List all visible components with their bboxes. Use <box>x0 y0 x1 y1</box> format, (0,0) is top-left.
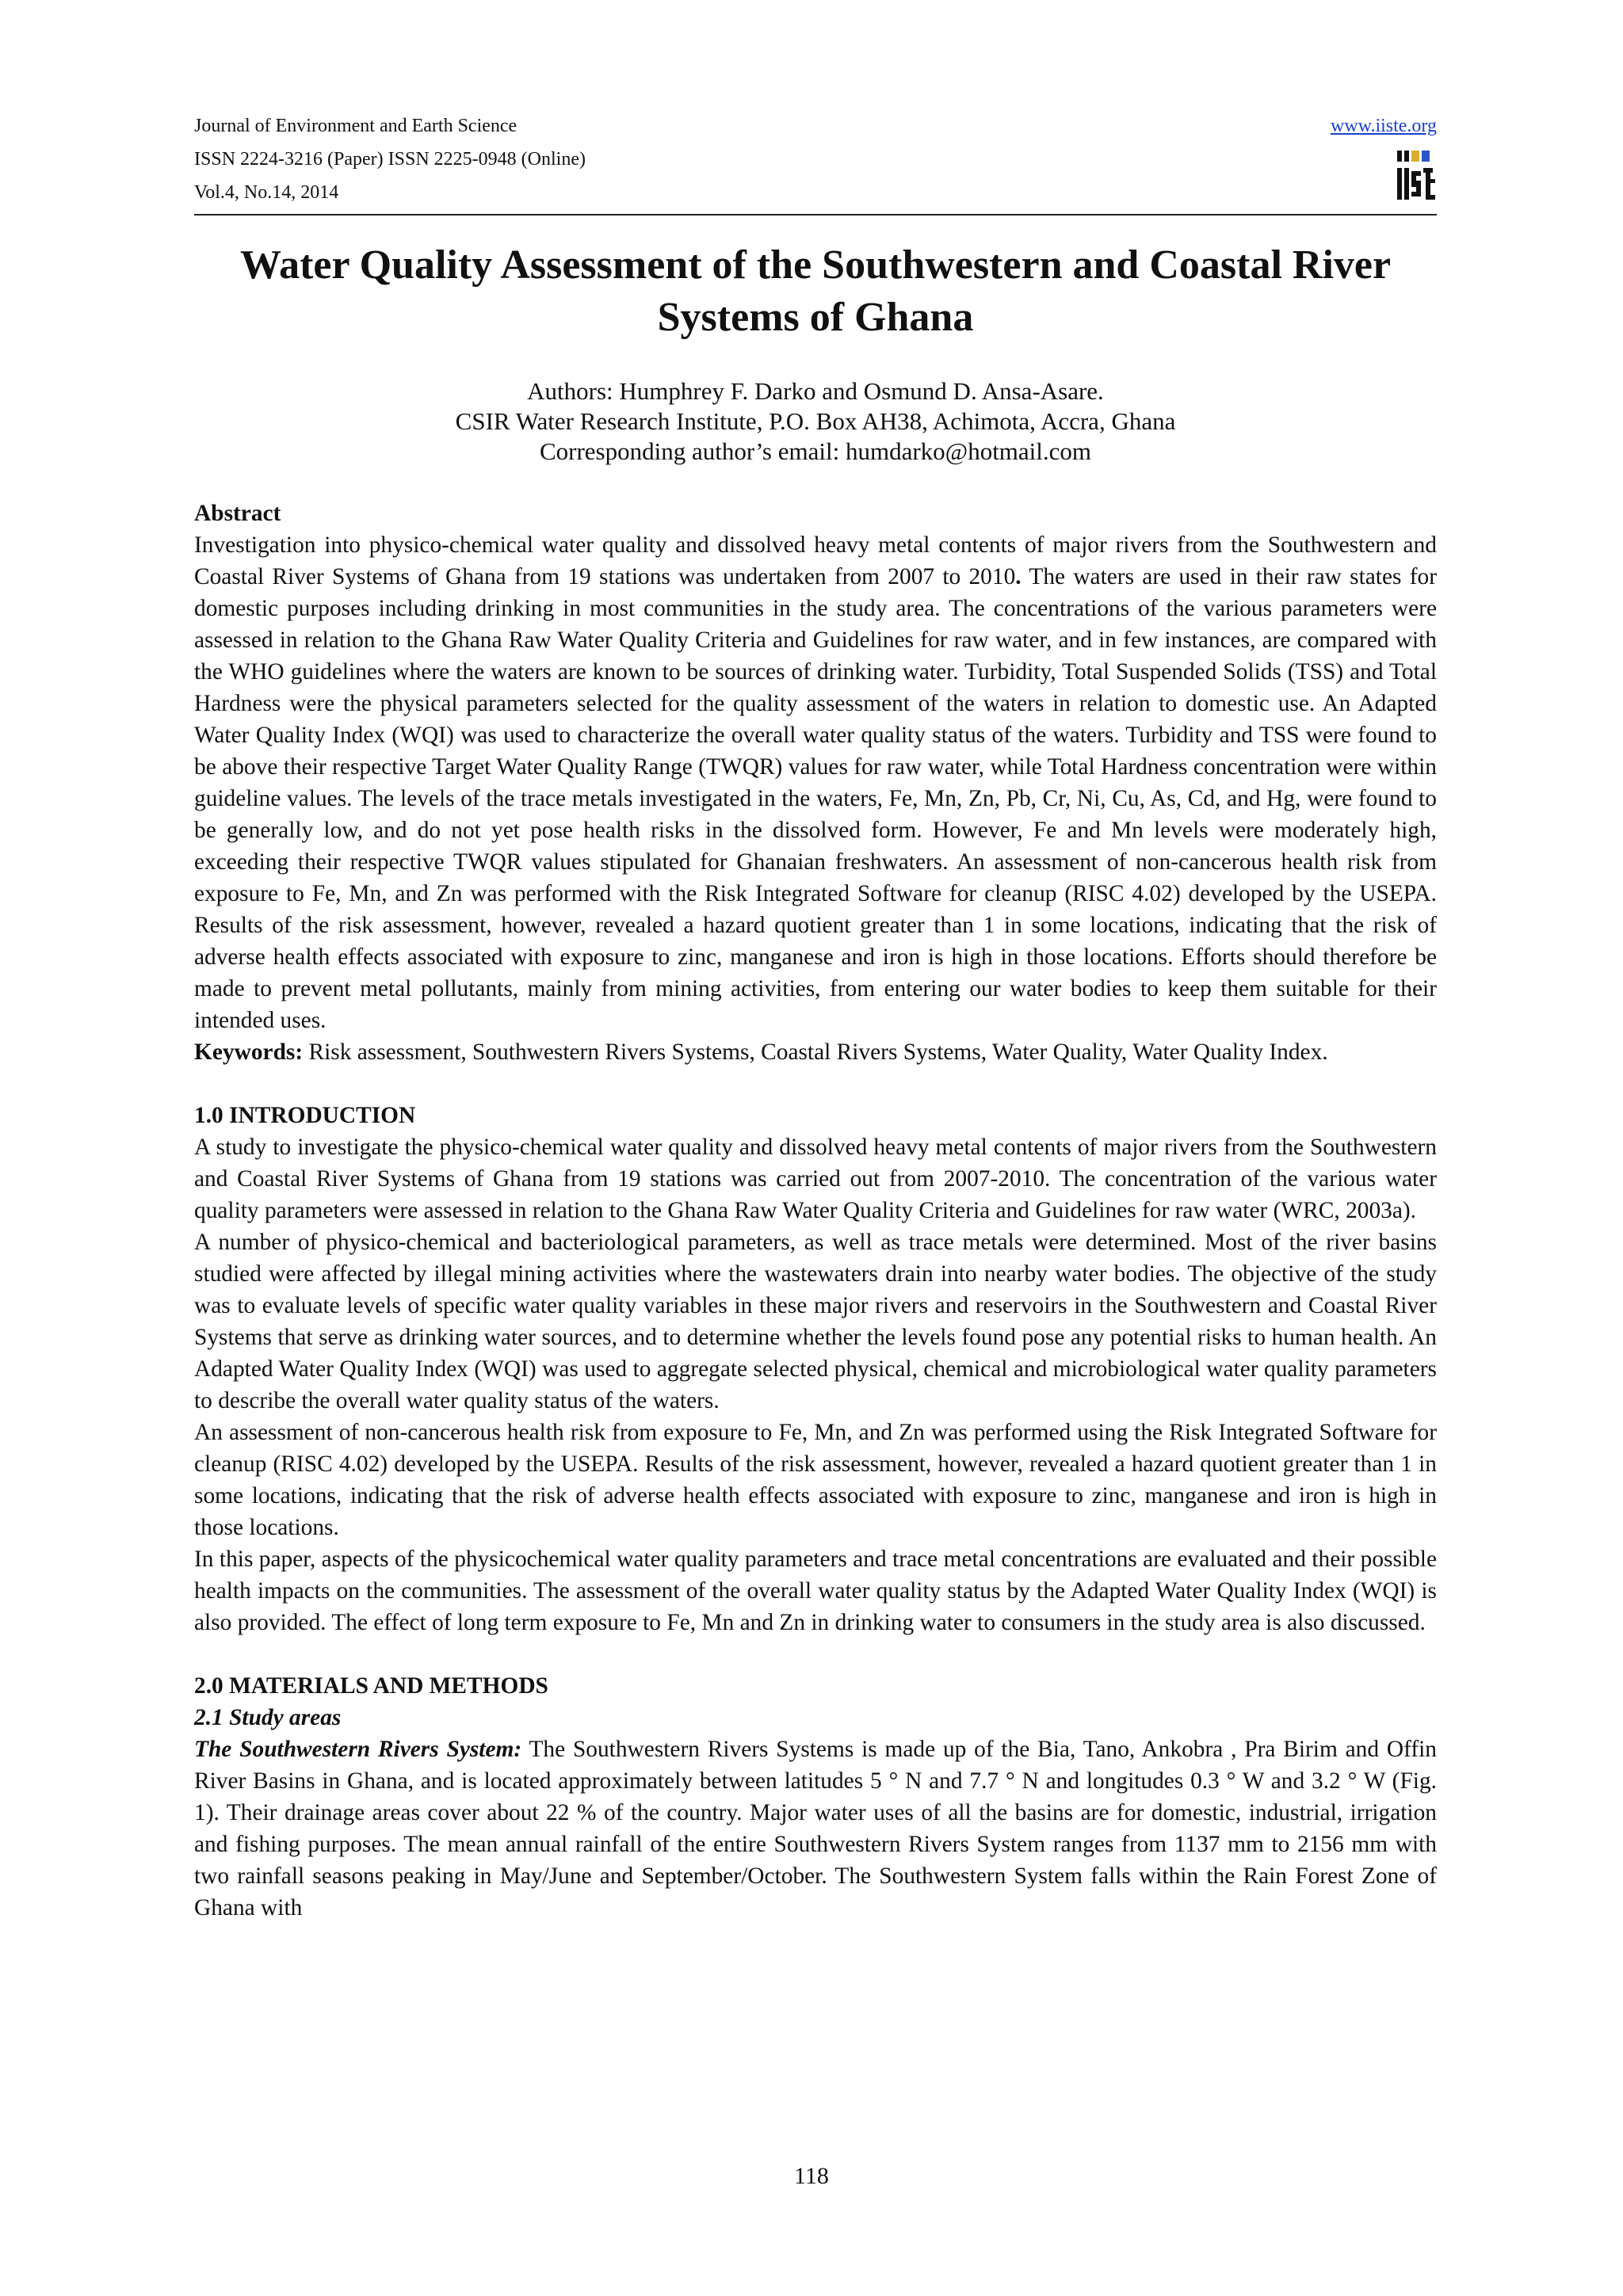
journal-issn: ISSN 2224-3216 (Paper) ISSN 2225-0948 (Online) <box>194 149 586 170</box>
abstract-bold-period: . <box>1015 564 1022 589</box>
introduction-paragraph-2: A number of physico-chemical and bacteriological parameters, as well as trace metals were determined. Most of the river basins studied were affected by illegal mining activities where the wastewaters drain into nearby water bodies. The objective of the study was to evaluate levels of specific water quality variables in these major rivers and reservoirs in the Southwestern and Coastal River Systems that serve as drinking water sources, and to determine whether the levels found pose any potential risks to human health. An Adapted Water Quality Index (WQI) was used to aggregate selected physical, chemical and microbiological water quality parameters to describe the overall water quality status of the waters. <box>194 1230 1437 1413</box>
abstract-heading: Abstract <box>194 501 281 526</box>
journal-info <box>194 109 586 209</box>
section-gap <box>194 1638 1437 1670</box>
introduction-heading: 1.0 INTRODUCTION <box>194 1103 416 1128</box>
author-names: Authors: Humphrey F. Darko and Osmund D. Ansa-Asare. <box>527 377 1104 405</box>
paper-body <box>194 498 1437 1924</box>
keywords-label: Keywords: <box>194 1039 304 1065</box>
journal-header <box>194 109 1437 211</box>
title-line-1: Water Quality Assessment of the Southwestern and Coastal River <box>239 242 1392 288</box>
website-link[interactable]: www.iiste.org <box>1331 116 1437 136</box>
study-areas-subheading: 2.1 Study areas <box>194 1705 342 1730</box>
methods-text: The Southwestern Rivers Systems is made up of the Bia, Tano, Ankobra , Pra Birim and Offin River Basins in Ghana, and is located approximately between latitudes 5 ° N and 7.7 ° N and longitudes 0.3 ° W and 3.2 ° W (Fig. 1). Their drainage areas cover about 22 % of the country. Major water uses of all the basins are for domestic, industrial, irrigation and fishing purposes. The mean annual rainfall of the entire Southwestern Rivers System ranges from 1137 mm to 2156 mm with two rainfall seasons peaking in May/June and September/October. The Southwestern System falls within the Rain Forest Zone of Ghana with <box>194 1737 1437 1920</box>
methods-heading: 2.0 MATERIALS AND METHODS <box>194 1673 548 1699</box>
abstract-text <box>194 529 1437 1036</box>
title-line-2: Systems of Ghana <box>657 295 974 340</box>
journal-name: Journal of Environment and Earth Science <box>194 116 517 136</box>
southwestern-lead: The Southwestern Rivers System: <box>194 1737 522 1762</box>
journal-volume: Vol.4, No.14, 2014 <box>194 182 339 203</box>
page-number: 118 <box>794 2163 829 2189</box>
introduction-paragraph-4: In this paper, aspects of the physicochemical water quality parameters and trace metal concentrations are evaluated and their possible health impacts on the communities. The assessment of the overall water quality status by the Adapted Water Quality Index (WQI) is also provided. The effect of long term exposure to Fe, Mn and Zn in drinking water to consumers in the study area is also discussed. <box>194 1547 1437 1635</box>
author-affiliation: CSIR Water Research Institute, P.O. Box AH38, Achimota, Accra, Ghana <box>455 407 1176 435</box>
author-email: Corresponding author’s email: humdarko@hotmail.com <box>539 437 1092 465</box>
methods-paragraph-1 <box>194 1733 1437 1924</box>
keywords-text: Risk assessment, Southwestern Rivers Systems, Coastal Rivers Systems, Water Quality, Water Quality Index. <box>303 1039 1328 1065</box>
keywords <box>194 1036 1437 1068</box>
iiste-logo-icon <box>1392 147 1437 204</box>
section-gap <box>194 1068 1437 1100</box>
paper-title <box>194 239 1437 344</box>
abstract-text-part-1: Investigation into physico-chemical water quality and dissolved heavy metal contents of major rivers from the Southwestern and Coastal River Systems of Ghana from 19 stations was undertaken from 2007 to 2010 <box>194 532 1437 589</box>
introduction-paragraph-1: A study to investigate the physico-chemical water quality and dissolved heavy metal contents of major rivers from the Southwestern and Coastal River Systems of Ghana from 19 stations was carried out from 2007-2010. The concentration of the various water quality parameters were assessed in relation to the Ghana Raw Water Quality Criteria and Guidelines for raw water (WRC, 2003a). <box>194 1135 1437 1223</box>
author-block <box>194 376 1437 467</box>
abstract-text-part-2: The waters are used in their raw states for domestic purposes including drinking in most communities in the study area. The concentrations of the various parameters were assessed in relation to the Ghana Raw Water Quality Criteria and Guidelines for raw water, and in few instances, are compared with the WHO guidelines where the waters are known to be sources of drinking water. Turbidity, Total Suspended Solids (TSS) and Total Hardness were the physical parameters selected for the quality assessment of the waters in relation to domestic use. An Adapted Water Quality Index (WQI) was used to characterize the overall water quality status of the waters. Turbidity and TSS were found to be above their respective Target Water Quality Range (TWQR) values for raw water, while Total Hardness concentration were within guideline values. The levels of the trace metals investigated in the waters, Fe, Mn, Zn, Pb, Cr, Ni, Cu, As, Cd, and Hg, were found to be generally low, and do not yet pose health risks in the dissolved form. However, Fe and Mn levels were moderately high, exceeding their respective TWQR values stipulated for Ghanaian freshwaters. An assessment of non-cancerous health risk from exposure to Fe, Mn, and Zn was performed with the Risk Integrated Software for cleanup (RISC 4.02) developed by the USEPA. Results of the risk assessment, however, revealed a hazard quotient greater than 1 in some locations, indicating that the risk of adverse health effects associated with exposure to zinc, manganese and iron is high in those locations. Efforts should therefore be made to prevent metal pollutants, mainly from mining activities, from entering our water bodies to keep them suitable for their intended uses. <box>194 564 1437 1033</box>
header-divider <box>194 214 1437 215</box>
introduction-paragraph-3: An assessment of non-cancerous health risk from exposure to Fe, Mn, and Zn was performed using the Risk Integrated Software for cleanup (RISC 4.02) developed by the USEPA. Results of the risk assessment, however, revealed a hazard quotient greater than 1 in some locations, indicating that the risk of adverse health effects associated with exposure to zinc, manganese and iron is high in those locations. <box>194 1420 1437 1540</box>
